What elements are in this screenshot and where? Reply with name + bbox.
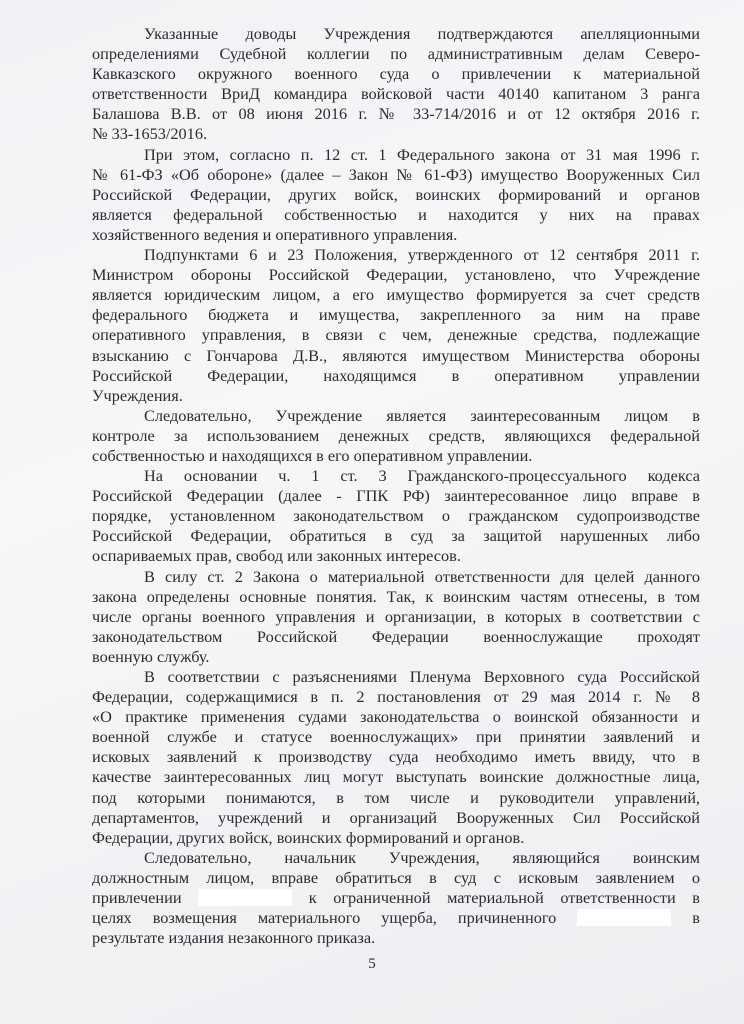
text-segment: взысканию с Гончарова Д.В., являются имуществом Министерства обороны: [92, 345, 700, 365]
text-segment: В силу ст. 2 Закона о материальной ответственности для целей данного: [144, 566, 700, 586]
text-line: [92, 888, 700, 908]
text-segment: исковых заявлений к производству суда необходимо иметь ввиду, что в: [92, 747, 700, 767]
text-segment: привлечении: [92, 888, 182, 908]
text-segment: Российской Федерации, находящимся в оперативном управлении: [92, 365, 700, 385]
text-line: [92, 667, 700, 687]
text-segment: оперативного управления, в связи с чем, денежные средства, подлежащие: [92, 325, 700, 345]
text-segment: целях возмещения материального ущерба, причиненного: [92, 908, 557, 928]
text-segment: оспариваемых прав, свобод или законных интересов.: [92, 546, 461, 566]
text-segment: Федерации, других войск, воинских формирований и органов.: [92, 827, 525, 847]
text-segment: Балашова В.В. от 08 июня 2016 г. № 33-714/2016 и от 12 октября 2016 г.: [92, 104, 700, 124]
text-segment: закона определены основные понятия. Так, к воинским частям отнесены, в том: [92, 586, 700, 606]
paragraph: [92, 667, 700, 848]
text-line: [92, 325, 700, 345]
text-segment: Российской Федерации (далее - ГПК РФ) заинтересованное лицо вправе в: [92, 486, 700, 506]
text-line: [92, 366, 700, 386]
text-segment: Российской Федерации, обратиться в суд за защитой нарушенных либо: [92, 526, 700, 546]
text-segment: должностным лицом, вправе обратиться в суд с исковым заявлением о: [92, 867, 700, 887]
text-segment: в: [692, 908, 700, 928]
text-line: [92, 808, 700, 828]
text-line: [92, 305, 700, 325]
text-line: [92, 285, 700, 305]
text-segment: к ограниченной материальной ответственности в: [308, 888, 700, 908]
text-segment: порядке, установленном законодательством о гражданском судопроизводстве: [92, 506, 700, 526]
text-segment: результате издания незаконного приказа.: [92, 928, 376, 948]
text-line: [92, 386, 700, 406]
text-line: [92, 848, 700, 868]
text-line: [92, 767, 700, 787]
text-segment: «О практике применения судами законодательства о воинской обязанности и: [92, 707, 700, 727]
text-segment: Кавказского окружного военного суда о привлечении к материальной: [92, 64, 700, 84]
paragraph: [92, 567, 700, 667]
text-segment: определениями Судебной коллегии по административным делам Северо-: [92, 44, 700, 64]
text-line: [92, 104, 700, 124]
text-segment: числе органы военного управления и организации, в которых в соответствии с: [92, 606, 700, 626]
text-line: [92, 265, 700, 285]
text-line: [92, 868, 700, 888]
text-line: [92, 567, 700, 587]
paragraph: [92, 406, 700, 466]
text-line: [92, 546, 700, 566]
document-body: [92, 24, 700, 948]
paragraph: [92, 848, 700, 948]
text-line: [92, 506, 700, 526]
text-segment: Следовательно, начальник Учреждения, являющийся воинским: [144, 847, 700, 867]
text-line: [92, 607, 700, 627]
text-line: [92, 707, 700, 727]
text-line: [92, 727, 700, 747]
text-segment: является юридическим лицом, а его имущество формируется за счет средств: [92, 285, 700, 305]
text-line: [92, 165, 700, 185]
text-segment: В соответствии с разъяснениями Пленума Верховного суда Российской: [144, 667, 700, 686]
text-segment: ответственности ВриД командира войсковой части 40140 капитаном 3 ранга: [92, 84, 700, 104]
text-line: [92, 44, 700, 64]
redacted-name: [577, 909, 671, 926]
text-line: [92, 64, 700, 84]
text-segment: законодательством Российской Федерации военнослужащие проходят: [92, 626, 700, 646]
page-number: 5: [368, 956, 376, 972]
text-line: [92, 406, 700, 426]
text-segment: федерального бюджета и имущества, закрепленного за ним на праве: [92, 305, 700, 325]
text-line: [92, 426, 700, 446]
paragraph: [92, 466, 700, 566]
text-line: [92, 124, 700, 144]
text-line: [92, 225, 700, 245]
paragraph: [92, 145, 700, 245]
text-segment: № 61-ФЗ «Об обороне» (далее – Закон № 61-ФЗ) имущество Вооруженных Сил: [92, 164, 700, 184]
redacted-name: [198, 889, 292, 906]
text-segment: При этом, согласно п. 12 ст. 1 Федерального закона от 31 мая 1996 г.: [144, 144, 700, 164]
text-segment: контроле за использованием денежных средств, являющихся федеральной: [92, 425, 700, 445]
text-line: [92, 928, 700, 948]
text-line: [92, 185, 700, 205]
text-segment: № 33-1653/2016.: [92, 124, 208, 144]
text-line: [92, 346, 700, 366]
text-segment: Следовательно, Учреждение является заинтересованным лицом в: [144, 405, 700, 425]
text-segment: На основании ч. 1 ст. 3 Гражданского-процессуального кодекса: [144, 466, 700, 486]
paragraph: [92, 24, 700, 145]
text-segment: собственностью и находящихся в его оперативном управлении.: [92, 445, 533, 465]
text-line: [92, 145, 700, 165]
text-segment: Указанные доводы Учреждения подтверждаются апелляционными: [144, 24, 700, 43]
text-segment: Учреждения.: [92, 385, 183, 405]
text-segment: под которыми понимаются, в том числе и руководители управлений,: [92, 787, 700, 807]
text-line: [92, 908, 700, 928]
text-segment: военной службе и статусе военнослужащих» при принятии заявлений и: [92, 727, 700, 747]
text-segment: качестве заинтересованных лиц могут выступать воинские должностные лица,: [92, 767, 700, 787]
text-line: [92, 486, 700, 506]
text-line: [92, 466, 700, 486]
text-segment: Подпунктами 6 и 23 Положения, утвержденного от 12 сентября 2011 г.: [144, 245, 700, 265]
text-line: [92, 205, 700, 225]
text-segment: департаментов, учреждений и организаций Вооруженных Сил Российской: [92, 807, 700, 827]
paragraph: [92, 245, 700, 406]
text-segment: Российской Федерации, других войск, воинских формирований и органов: [92, 184, 700, 204]
text-segment: Федерации, содержащимися в п. 2 постановления от 29 мая 2014 г. № 8: [92, 687, 700, 707]
text-line: [92, 84, 700, 104]
text-line: [92, 526, 700, 546]
text-line: [92, 446, 700, 466]
text-line: [92, 828, 700, 848]
text-line: [92, 788, 700, 808]
text-segment: хозяйственного ведения и оперативного управления.: [92, 224, 458, 244]
text-line: [92, 587, 700, 607]
text-line: [92, 747, 700, 767]
text-line: [92, 245, 700, 265]
text-segment: Министром обороны Российской Федерации, установлено, что Учреждение: [92, 265, 700, 285]
text-segment: военную службу.: [92, 646, 210, 666]
text-line: [92, 647, 700, 667]
text-line: [92, 24, 700, 44]
text-segment: является федеральной собственностью и находится у них на правах: [92, 204, 700, 224]
text-line: [92, 627, 700, 647]
text-line: [92, 687, 700, 707]
